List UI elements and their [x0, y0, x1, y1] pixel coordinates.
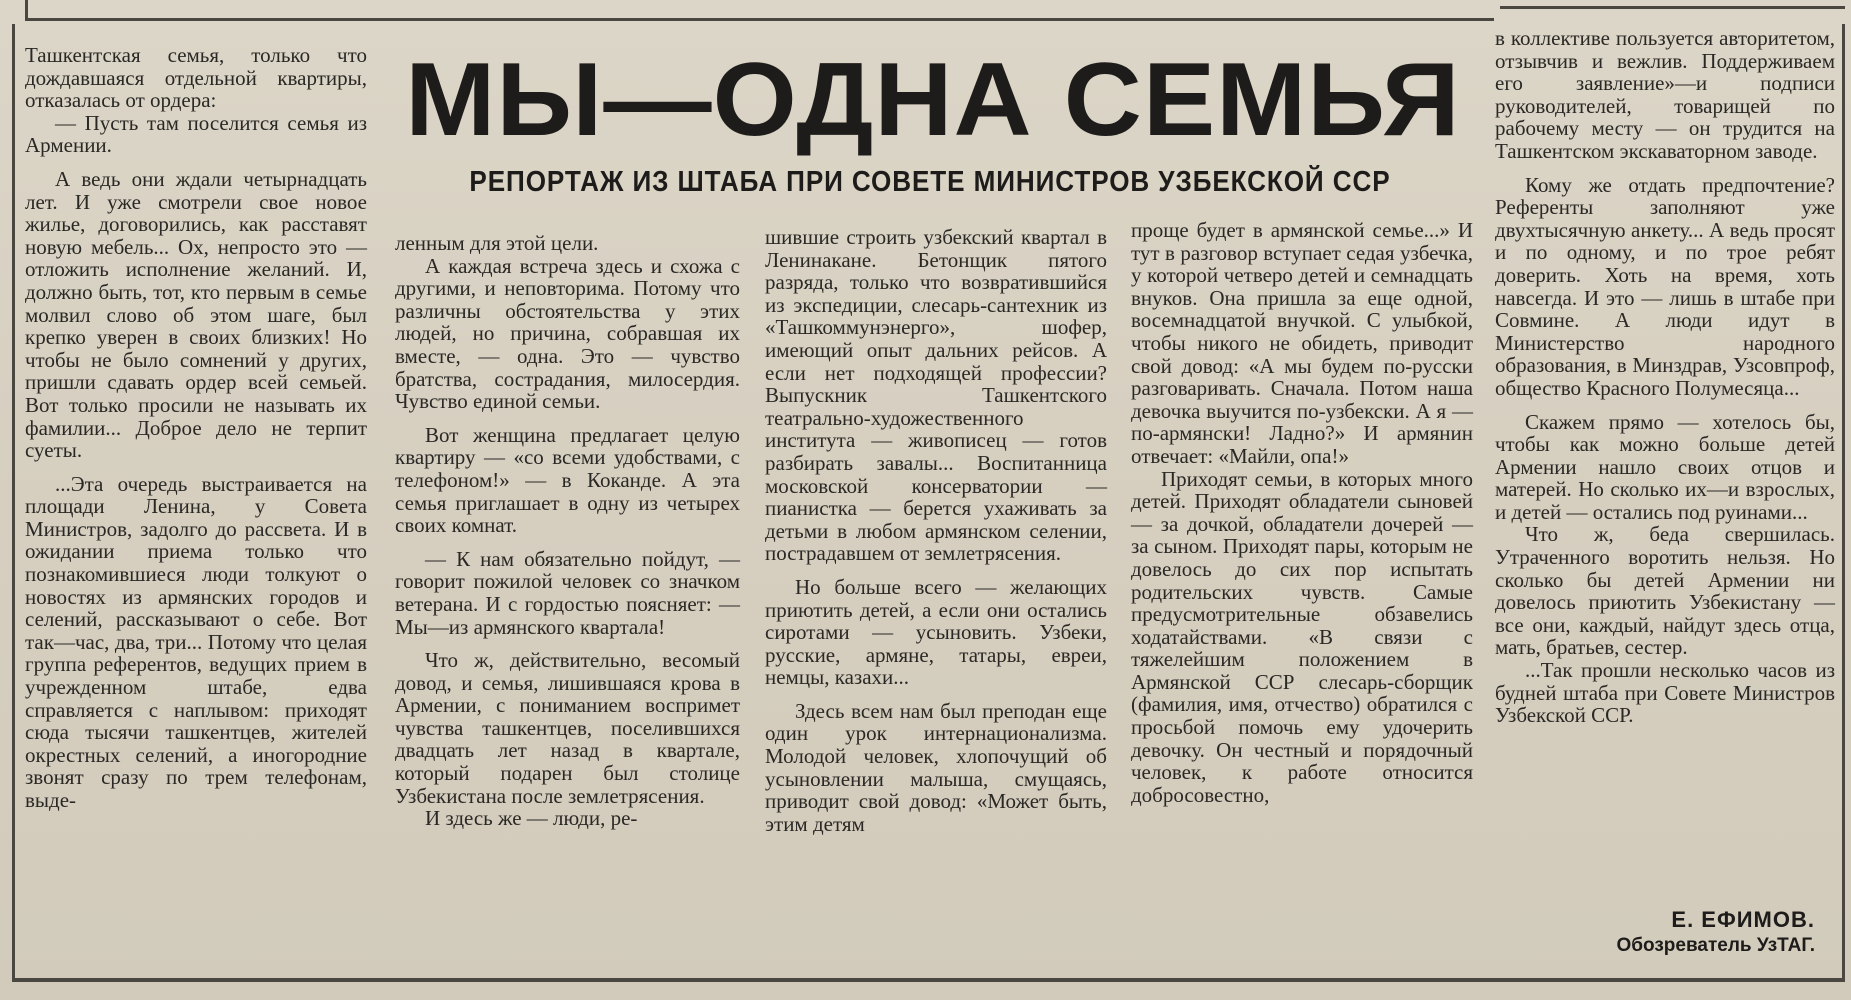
column-paragraph: проще будет в армянской семье...» И тут в разговор вступает седая узбечка, у которой четверо детей и семнадцать внуков. Она пришла за еще одной, восемнадцатой внучкой. С улыбкой, чтобы никого не обидеть, приводит свой довод: «А мы будем по-русски разговаривать. Сначала. Потом наша девочка выучится по-узбекски. А я — по-армянски! Ладно?» И армянин отвечает: «Майли, опа!»: [1131, 218, 1473, 468]
column-paragraph: Что ж, действительно, весомый довод, и семья, лишившаяся крова в Армении, с пониманием воспримет чувства ташкентцев, поселившихся двадцать лет назад в квартале, который подарен был столице Узбекистана после землетрясения.: [395, 648, 740, 808]
article-subheadline: РЕПОРТАЖ ИЗ ШТАБА ПРИ СОВЕТЕ МИНИСТРОВ УЗБЕКСКОЙ ССР: [469, 166, 1391, 198]
author-name: Е. ЕФИМОВ.: [1671, 907, 1815, 932]
column-paragraph: Вот женщина предлагает целую квартиру — «со всеми удобствами, с телефоном!» — в Коканде. А эта семья приглашает в одну из четырех своих комнат.: [395, 422, 740, 538]
column-paragraph: Ташкентская семья, только что дождавшаяся отдельной квартиры, отказалась от ордера:: [25, 43, 367, 113]
column-paragraph: И здесь же — люди, ре-: [425, 806, 638, 831]
author-title: Обозреватель УзТАГ.: [1616, 935, 1815, 956]
column-paragraph: в коллективе пользуется авторитетом, отзывчив и вежлив. Поддерживаем его заявление»—и подписи руководителей, товарищей по рабочему месту — он трудится на Ташкентском экскаваторном заводе.: [1495, 26, 1835, 163]
column-paragraph: — К нам обязательно пойдут, — говорит пожилой человек со значком ветерана. И с гордостью поясняет: — Мы—из армянского квартала!: [395, 546, 740, 639]
column-paragraph: Но больше всего — желающих приютить детей, а если они остались сиротами — усыновить. Узбеки, русские, армяне, татары, евреи, немцы, казахи...: [765, 574, 1107, 690]
column-paragraph: А ведь они ждали четырнадцать лет. И уже смотрели свое новое жилье, договорились, как расставят новую мебель... Ох, непросто это — отложить исполнение желаний. И, должно быть, тот, кто первым в семье молвил слово об этом шаге, был крепко уверен в своих близких! Но чтобы не было сомнений у других, пришли сдавать ордер всей семьей. Вот только просили не называть их фамилии... Доброе дело не терпит суеты.: [25, 166, 367, 463]
column-paragraph: ...Эта очередь выстраивается на площади Ленина, у Совета Министров, задолго до рассвета. И в ожидании приема только что познакомившиеся люди толкуют о новостях из армянских городов и селений, рассказывают о себе. Вот так—час, два, три... Потому что целая группа референтов, ведущих прием в учрежденном штабе, едва справляется с наплывом: приходят сюда тысячи ташкентцев, жителей окрестных селений, а иногородние звонят сразу по трем телефонам, выде-: [25, 471, 367, 812]
article-column-3: [765, 226, 1107, 835]
article-frame-left: [12, 24, 15, 980]
article-frame-bottom: [12, 978, 1845, 982]
column-paragraph: Здесь всем нам был преподан еще один урок интернационализма. Молодой человек, хлопочущий об усыновлении малыша, смущаясь, приводит свой довод: «Может быть, этим детям: [765, 698, 1107, 836]
article-column-4: [1131, 219, 1473, 806]
column-paragraph: Что ж, беда свершилась. Утраченного воротить нельзя. Но сколько бы детей Армении ни довелось приютить Узбекистану — все они, каждый, найдут здесь отца, мать, братьев, сестер.: [1495, 522, 1835, 660]
column-paragraph: Приходят семьи, в которых много детей. Приходят обладатели сыновей — за дочкой, обладатели дочерей — за сыном. Приходят пары, которым не довелось до сих пор испытать родительских чувств. Самые предусмотрительные обзавелись ходатайствами. «В связи с тяжелейшим положением в Армянской ССР слесарь-сборщик (фамилия, имя, отчество) обратился с просьбой помочь ему удочерить девочку. Он честный и порядочный человек, к работе относится добросовестно,: [1131, 466, 1473, 807]
top-border-rule: [25, 0, 1494, 21]
column-paragraph: Скажем прямо — хотелось бы, чтобы как можно больше детей Армении нашло своих отцов и матерей. Но сколько их—и взрослых, и детей — остались под руинами...: [1495, 409, 1835, 524]
article-column-1: [25, 44, 367, 812]
column-paragraph: ленным для этой цели.: [395, 231, 599, 255]
column-paragraph: — Пусть там поселится семья из Армении.: [25, 110, 367, 158]
top-border-rule-right: [1500, 0, 1845, 9]
article-frame-right: [1842, 24, 1845, 980]
article-column-2: [395, 232, 740, 830]
author-signature: [1515, 906, 1815, 958]
article-headline: МЫ—ОДНА СЕМЬЯ: [405, 42, 1461, 158]
column-paragraph: шившие строить узбекский квартал в Ленинакане. Бетонщик пятого разряда, только что возвратившийся из экспедиции, слесарь-сантехник из «Ташкоммунэнерго», шофер, имеющий опыт дальних рейсов. А если нет подходящей профессии? Выпускник Ташкентского театрально-художественного института — живописец — готов разбирать завалы... Воспитанница московской консерватории — пианистка — берется ухаживать за детьми в любом армянском селении, пострадавшем от землетрясения.: [765, 225, 1107, 566]
column-paragraph: Кому же отдать предпочтение? Референты заполняют уже двухтысячную анкету... А ведь просят и по одному, и по трое ребят доверить. Хоть на время, хоть навсегда. И это — лишь в штабе при Совмине. А люди идут в Министерство народного образования, в Минздрав, Узсовпроф, общество Красного Полумесяца...: [1495, 172, 1835, 400]
column-paragraph: ...Так прошли несколько часов из будней штаба при Совете Министров Узбекской ССР.: [1495, 658, 1835, 728]
article-column-5: [1495, 27, 1835, 727]
column-paragraph: А каждая встреча здесь и схожа с другими, и неповторима. Потому что различны обстоятельства у этих людей, но причина, собравшая их вместе, — одна. Это — чувство братства, сострадания, милосердия. Чувство единой семьи.: [395, 253, 740, 414]
